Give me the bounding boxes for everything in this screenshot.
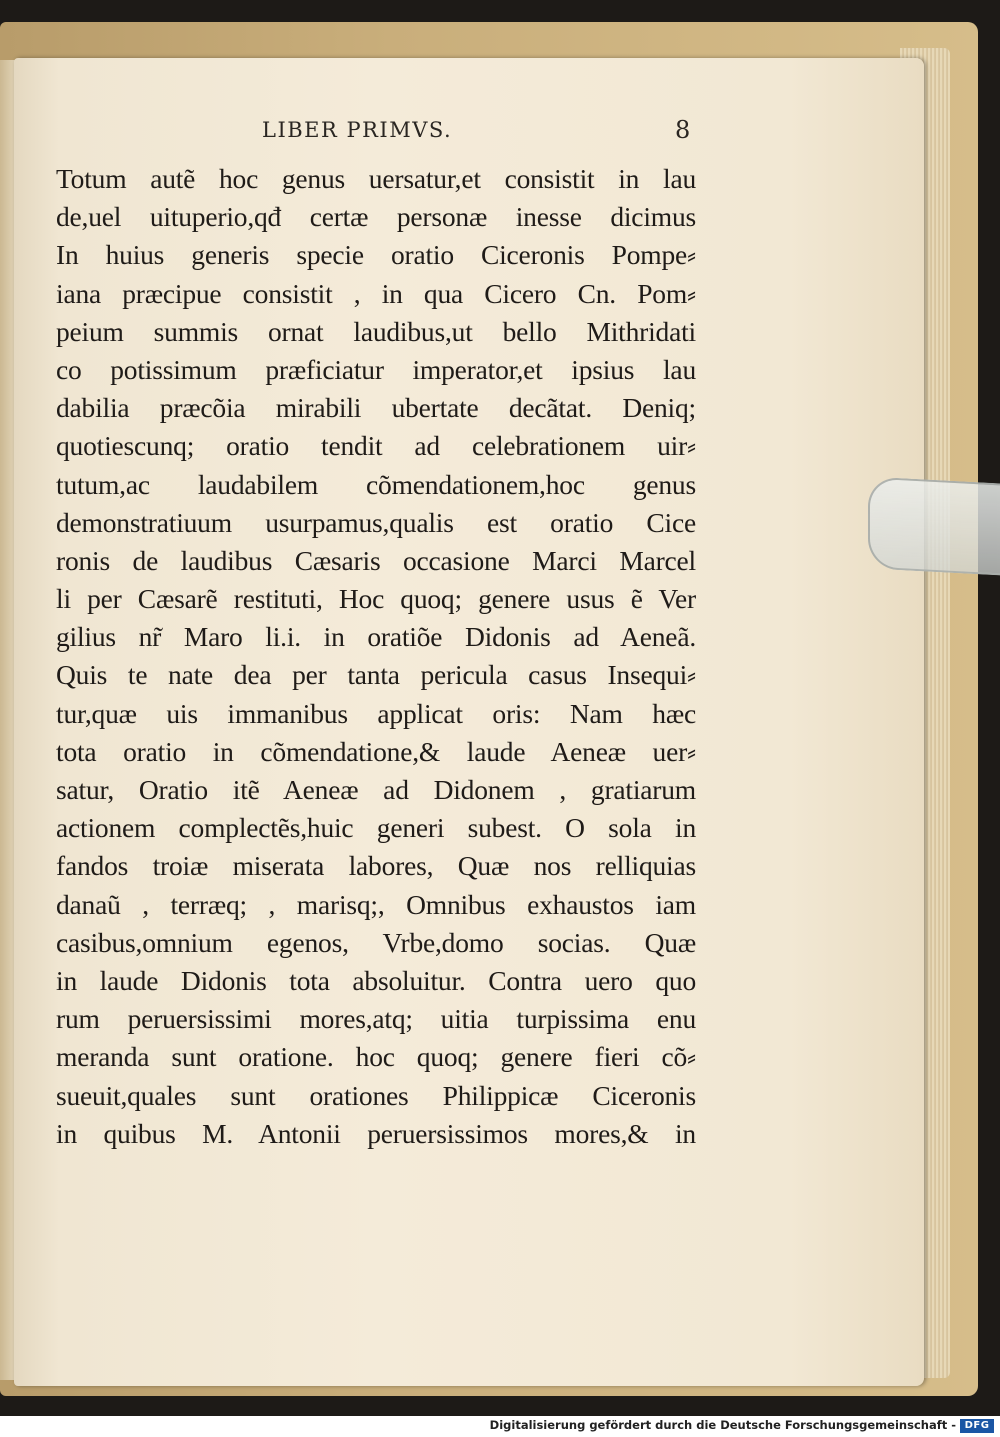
- text-line: Quis te nate dea per tanta pericula casus Insequi⸗: [56, 659, 696, 691]
- text-line: danaũ , terræq; , marisq;, Omnibus exhaustos iam: [56, 888, 696, 920]
- running-head: LIBER PRIMVS.: [262, 118, 453, 142]
- text-line: quotiescunq; oratio tendit ad celebrationem uir⸗: [56, 430, 696, 462]
- text-line: tur,quæ uis immanibus applicat oris: Nam hæc: [56, 697, 696, 729]
- text-line: de,uel uituperio,qđ certæ personæ inesse dicimus: [56, 201, 696, 233]
- text-line: tota oratio in cõmendatione,& laude Aeneæ uer⸗: [56, 735, 696, 767]
- text-line: peium summis ornat laudibus,ut bello Mithridati: [56, 315, 696, 347]
- dfg-logo: DFG: [960, 1419, 994, 1433]
- digitization-credit: Digitalisierung gefördert durch die Deutsche Forschungsgemeinschaft -: [489, 1418, 956, 1432]
- text-line: gilius nr̃ Maro li.i. in oratiõe Didonis ad Aeneã.: [56, 621, 696, 653]
- text-line: actionem complectẽs,huic generi subest. O sola in: [56, 812, 696, 844]
- text-line: Totum autẽ hoc genus uersatur,et consistit in lau: [56, 163, 696, 194]
- plastic-page-clip: [868, 476, 1000, 575]
- body-text: [56, 160, 696, 1153]
- text-line: sueuit,quales sunt orationes Philippicæ Ciceronis: [56, 1079, 696, 1111]
- text-line: iana præcipue consistit , in qua Cicero Cn. Pom⸗: [56, 277, 696, 309]
- text-line: dabilia præcõia mirabili ubertate decãtat. Deniq;: [56, 392, 696, 424]
- text-line: in quibus M. Antonii peruersissimos mores,& in: [56, 1117, 696, 1149]
- text-line: tutum,ac laudabilem cõmendationem,hoc genus: [56, 468, 696, 500]
- text-line: satur, Oratio itẽ Aeneæ ad Didonem , gratiarum: [56, 774, 696, 805]
- text-line: demonstratiuum usurpamus,qualis est oratio Cice: [56, 506, 696, 538]
- text-line: meranda sunt oratione. hoc quoq; genere fieri cõ⸗: [56, 1041, 696, 1073]
- text-line: fandos troiæ miserata labores, Quæ nos relliquias: [56, 850, 696, 882]
- text-line: casibus,omnium egenos, Vrbe,domo socias. Quæ: [56, 926, 696, 958]
- page-number: 8: [675, 116, 691, 144]
- text-line: ronis de laudibus Cæsaris occasione Marci Marcel: [56, 544, 696, 576]
- text-line: in laude Didonis tota absoluitur. Contra uero quo: [56, 964, 696, 996]
- text-line: In huius generis specie oratio Ciceronis Pompe⸗: [56, 239, 696, 271]
- text-line: co potissimum præficiatur imperator,et ipsius lau: [56, 353, 696, 385]
- text-line: rum peruersissimi mores,atq; uitia turpissima enu: [56, 1003, 696, 1035]
- text-line: li per Cæsarẽ restituti, Hoc quoq; genere usus ẽ Ver: [56, 583, 696, 615]
